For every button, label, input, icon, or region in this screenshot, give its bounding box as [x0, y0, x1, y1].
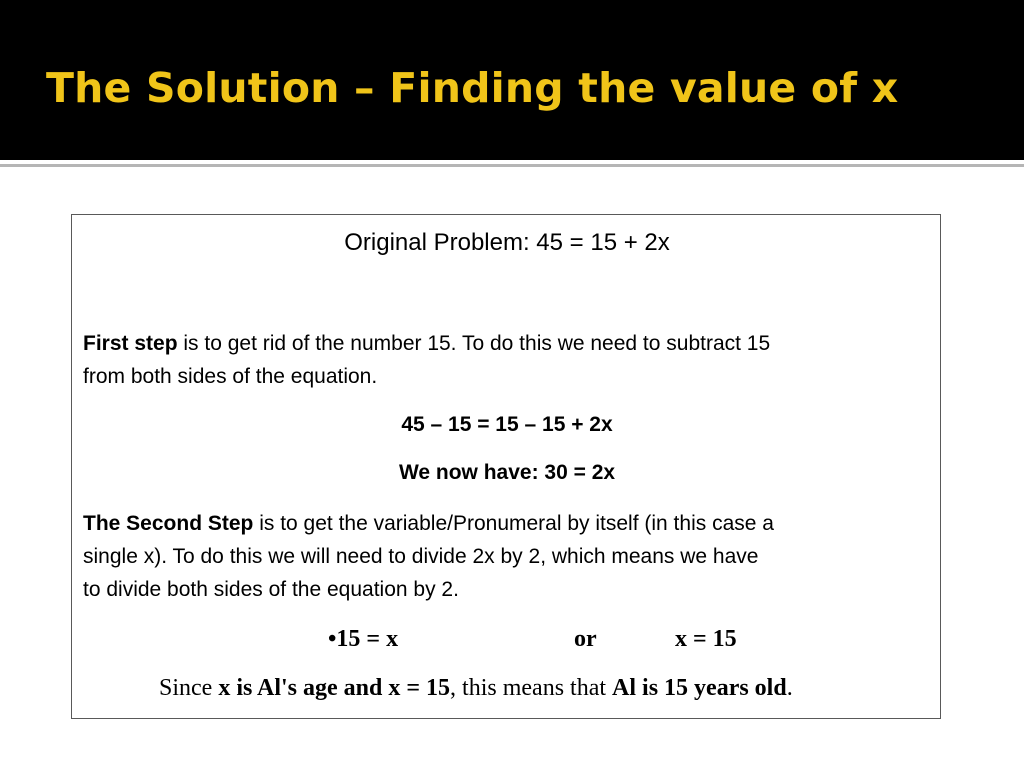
- second-step-line-3: to divide both sides of the equation by 2.: [83, 578, 459, 601]
- first-step-text: is to get rid of the number 15. To do this we need to subtract 15: [177, 332, 771, 355]
- divider-gray: [0, 164, 1024, 167]
- second-step-line-2: single x). To do this we will need to divide 2x by 2, which means we have: [83, 545, 759, 568]
- conclusion-end: .: [786, 675, 793, 701]
- second-step-label: The Second Step: [83, 512, 254, 535]
- conclusion-bold-1: x is Al's age and x = 15: [218, 675, 451, 701]
- equation-subtract: 45 – 15 = 15 – 15 + 2x: [401, 413, 613, 436]
- second-step-text: is to get the variable/Pronumeral by itself (in this case a: [253, 512, 774, 535]
- second-step-line-1: [83, 507, 933, 540]
- conclusion-sentence: [159, 673, 793, 703]
- bullet-icon: •: [328, 626, 337, 652]
- conclusion-bold-2: Al is 15 years old: [612, 675, 787, 701]
- second-step-paragraph: [83, 507, 933, 606]
- conclusion-middle: , this means that: [450, 675, 613, 701]
- original-problem: Original Problem: 45 = 15 + 2x: [344, 229, 670, 256]
- divider-white: [0, 160, 1024, 162]
- slide-title: The Solution – Finding the value of x: [46, 64, 899, 112]
- first-step-label: First step: [83, 332, 178, 355]
- result-right: x = 15: [675, 626, 737, 652]
- result-or: or: [574, 626, 597, 652]
- conclusion-since: Since: [159, 675, 219, 701]
- result-left: [328, 624, 398, 654]
- result-left-equation: 15 = x: [336, 626, 399, 652]
- title-band: [0, 0, 1024, 160]
- first-step-line-2: from both sides of the equation.: [83, 365, 378, 388]
- solution-box: [71, 214, 941, 719]
- equation-result: We now have: 30 = 2x: [398, 461, 616, 484]
- first-step-paragraph: [83, 327, 933, 393]
- first-step-line-1: [83, 327, 933, 360]
